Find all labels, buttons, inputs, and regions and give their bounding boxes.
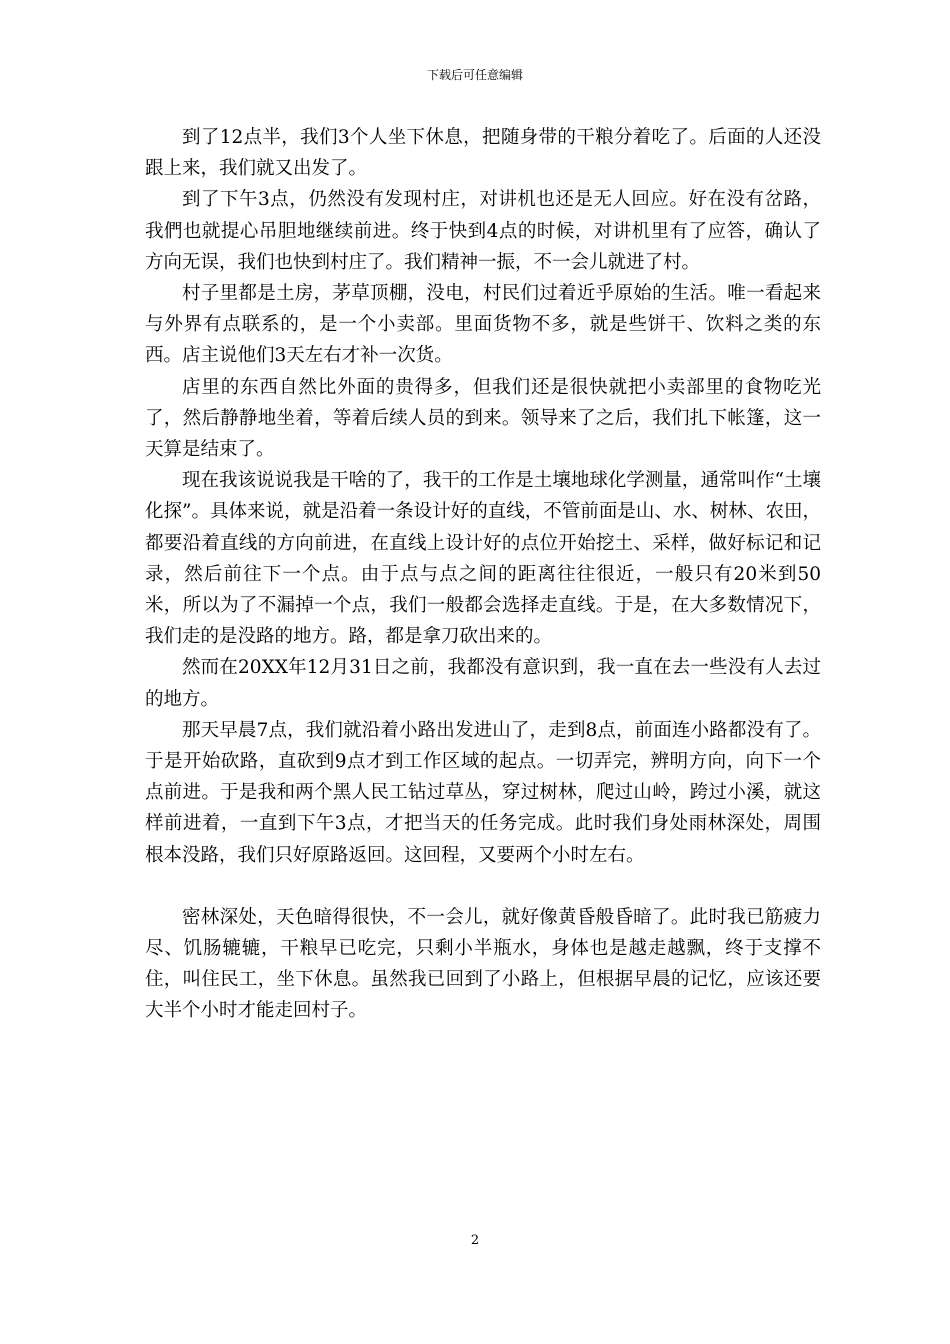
paragraph: 那天早晨7点，我们就沿着小路出发进山了，走到8点，前面连小路都没有了。于是开始砍路，直砍到9点才到工作区域的起点。一切弄完，辨明方向，向下一个点前进。于是我和两个黑人民工钻过草丛，穿过树林，爬过山岭，跨过小溪，就这样前进着，一直到下午3点，才把当天的任务完成。此时我们身处雨林深处，周围根本没路，我们只好原路返回。这回程，又要两个小时左右。 (145, 719, 821, 866)
body-text (145, 122, 821, 1027)
paragraph: 然而在20XX年12月31日之前，我都没有意识到，我一直在去一些没有人去过的地方。 (145, 657, 821, 710)
paragraph: 到了12点半，我们3个人坐下休息，把随身带的干粮分着吃了。后面的人还没跟上来，我们就又出发了。 (145, 127, 821, 180)
paragraph-gap (145, 871, 821, 902)
paragraph: 店里的东西自然比外面的贵得多，但我们还是很快就把小卖部里的食物吃光了，然后静静地坐着，等着后续人员的到来。领导来了之后，我们扎下帐篷，这一天算是结束了。 (145, 376, 821, 461)
paragraph: 村子里都是土房，茅草顶棚，没电，村民们过着近乎原始的生活。唯一看起来与外界有点联系的，是一个小卖部。里面货物不多，就是些饼干、饮料之类的东西。店主说他们3天左右才补一次货。 (145, 283, 821, 367)
page-number: 2 (470, 1233, 480, 1248)
paragraph: 现在我该说说我是干啥的了，我干的工作是土壤地球化学测量，通常叫作“土壤化探”。具体来说，就是沿着一条设计好的直线，不管前面是山、水、树林、农田，都要沿着直线的方向前进，在直线上设计好的点位开始挖土、采样，做好标记和记录，然后前往下一个点。由于点与点之间的距离往往很近，一般只有20米到50米，所以为了不漏掉一个点，我们一般都会选择走直线。于是，在大多数情况下，我们走的是没路的地方。路，都是拿刀砍出来的。 (145, 470, 821, 648)
page-header: 下载后可任意编辑 (426, 68, 523, 82)
paragraph: 密林深处，天色暗得很快，不一会儿，就好像黄昏般昏暗了。此时我已筋疲力尽、饥肠辘辘，干粮早已吃完，只剩小半瓶水，身体也是越走越飘，终于支撑不住，叫住民工，坐下休息。虽然我已回到了小路上，但根据早晨的记忆，应该还要大半个小时才能走回村子。 (145, 906, 821, 1022)
paragraph: 到了下午3点，仍然没有发现村庄，对讲机也还是无人回应。好在没有岔路，我們也就提心吊胆地继续前进。终于快到4点的时候，对讲机里有了应答，确认了方向无误，我们也快到村庄了。我们精神一振，不一会儿就进了村。 (145, 189, 821, 273)
